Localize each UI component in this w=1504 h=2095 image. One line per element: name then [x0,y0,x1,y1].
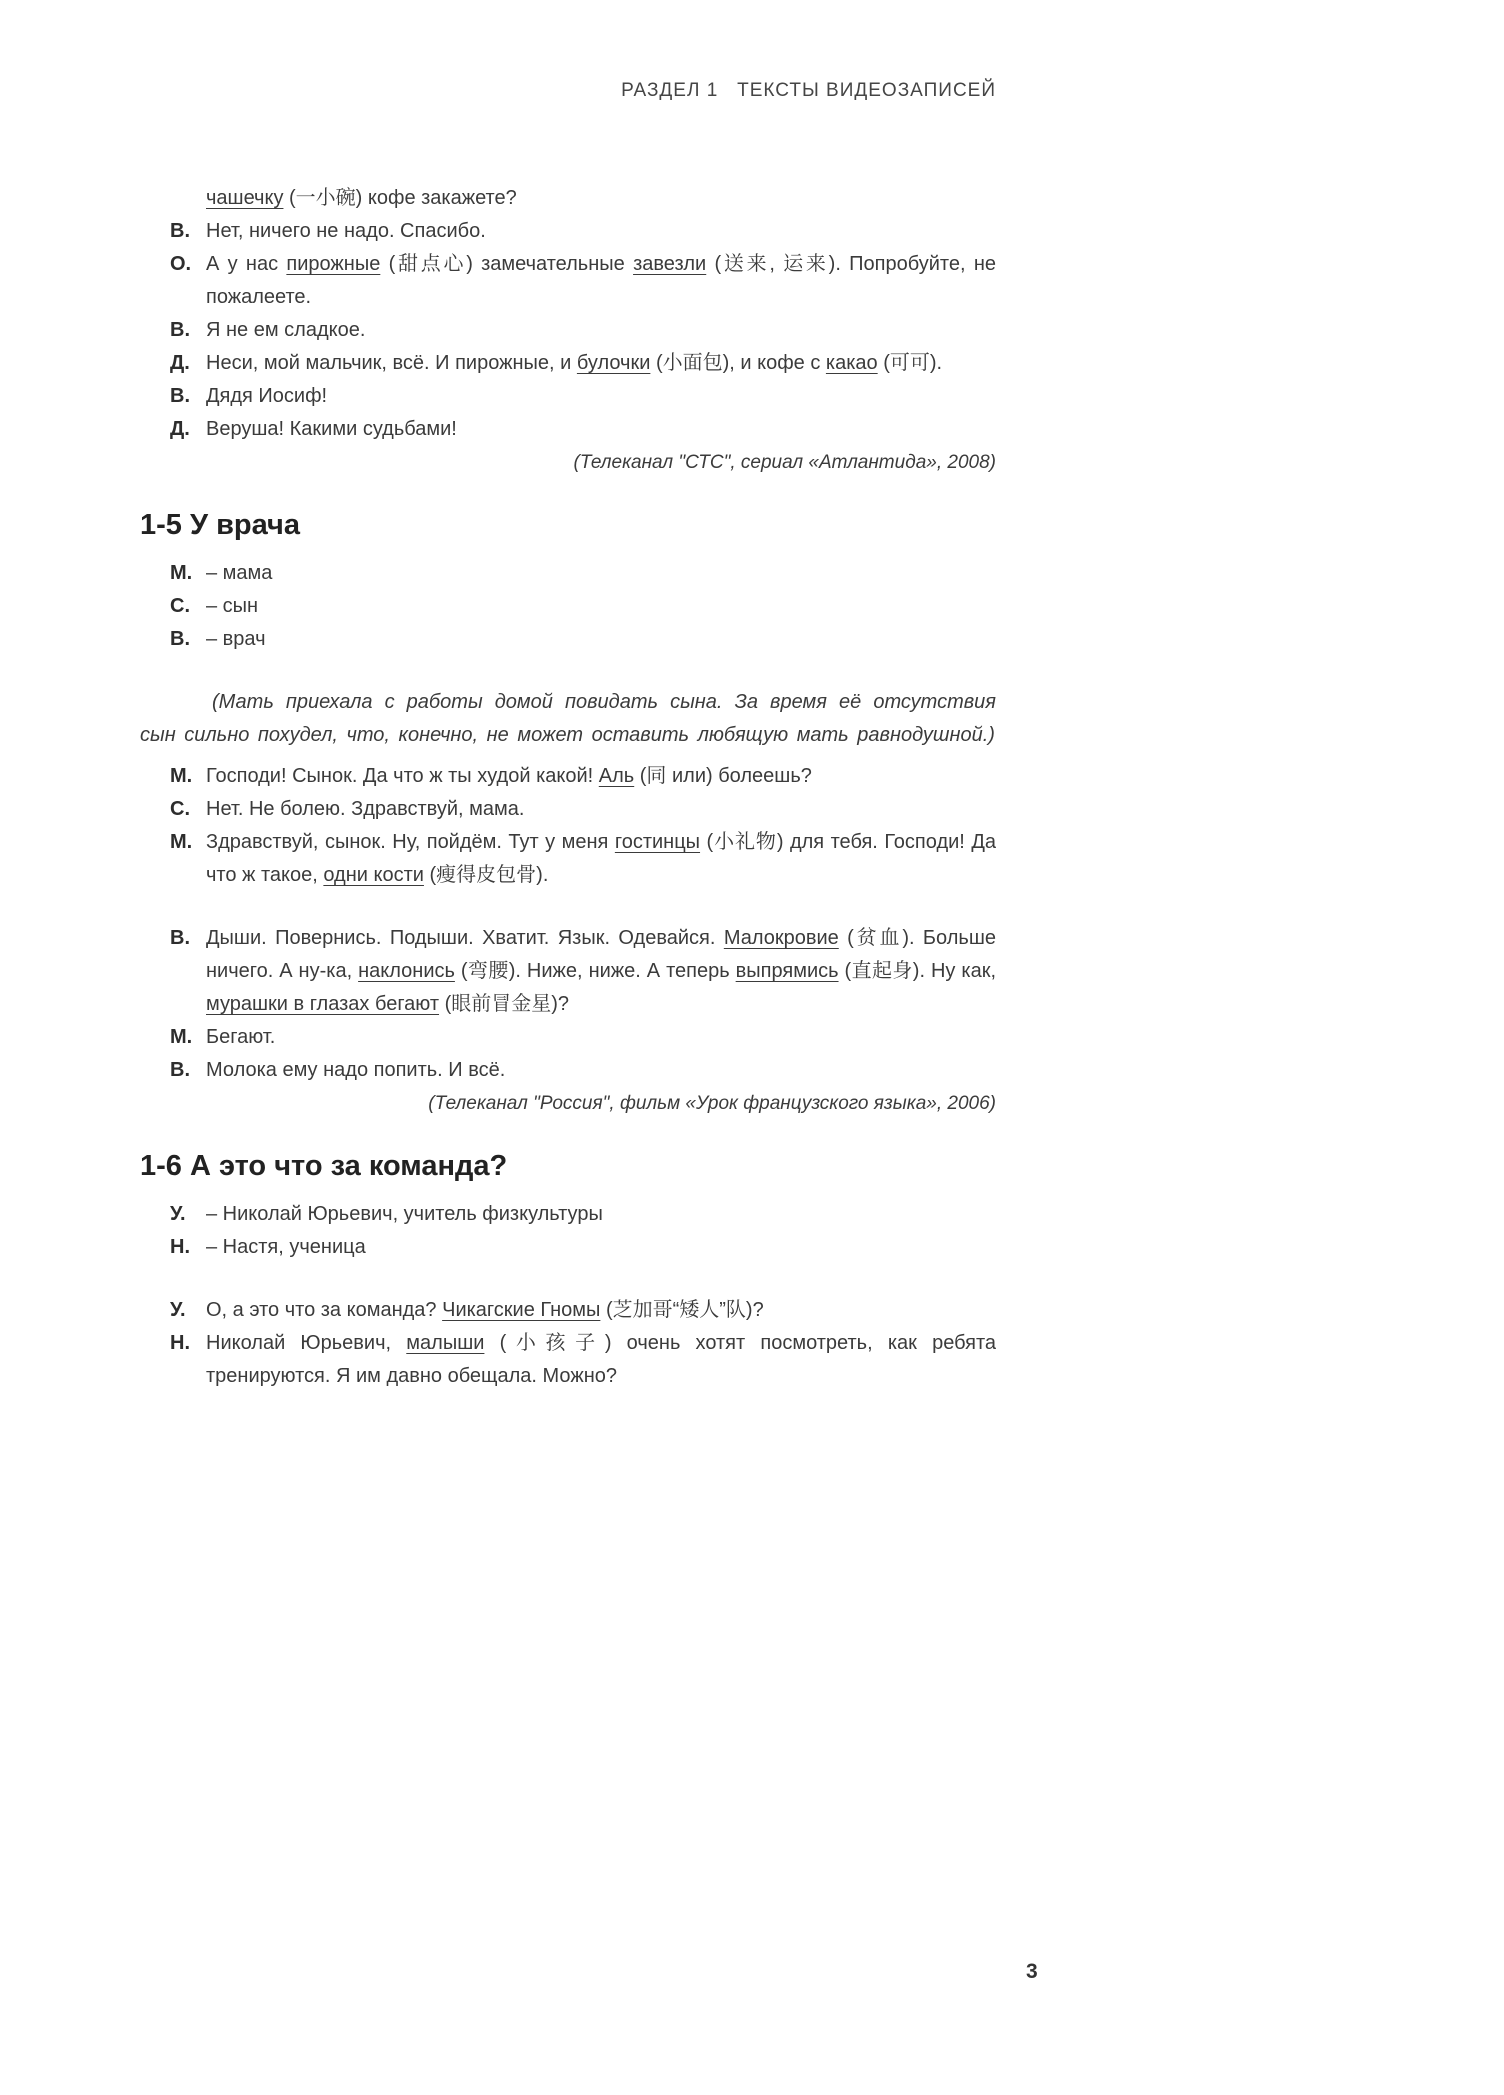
line-text: – Настя, ученица [206,1236,366,1258]
line-text: А у нас пирожные (甜点心) замечательные завезли (送来, 运来). Попробуйте, не пожалеете. [206,253,996,308]
speaker-label: М. [170,562,193,584]
line-text: Нет, ничего не надо. Спасибо. [206,220,486,242]
dialogue-line [140,826,996,892]
speaker-label: В. [170,628,190,650]
speaker-label: С. [170,595,190,617]
cast-line [140,590,996,623]
cast-line [140,557,996,590]
glossed-word: завезли [633,253,707,275]
line-text: Молока ему надо попить. И всё. [206,1059,506,1081]
stage-direction: (Мать приехала с работы домой повидать сына. За время её отсутствия сын сильно похудел, что, конечно, не может оставить любящую мать равнодушной.) [140,691,996,746]
glossed-word: одни кости [323,864,424,886]
line-text: Здравствуй, сынок. Ну, пойдём. Тут у меня гостинцы (小礼物) для тебя. Господи! Да что ж такое, одни кости (瘦得皮包骨). [206,831,996,886]
line-text: – сын [206,595,259,617]
line-text: Дыши. Повернись. Подыши. Хватит. Язык. Одевайся. Малокровие (贫血). Больше ничего. А ну-ка, наклонись (弯腰). Ниже, ниже. А теперь выпрямись (直起身). Ну как, мурашки в глазах бегают (眼前冒金星)? [206,927,997,1015]
source-citation: (Телеканал "СТС", сериал «Атлантида», 2008) [573,452,996,473]
speaker-label: О. [170,253,192,275]
glossed-word: пирожные [286,253,381,275]
dialogue-line [140,793,996,826]
dialogue-line [140,1054,996,1087]
glossed-word: наклонись [358,960,455,982]
speaker-label: Н. [170,1332,190,1354]
cast-line [140,1231,996,1264]
page-number: 3 [1026,1960,1038,1983]
dialogue-line [140,922,996,1021]
dialogue-line [140,413,996,446]
speaker-label: В. [170,927,190,949]
line-text: чашечку (一小碗) кофе закажете? [206,187,517,209]
glossed-word: мурашки в глазах бегают [206,993,440,1015]
glossed-word: какао [825,352,878,374]
glossed-word: булочки [576,352,651,374]
speaker-label: Н. [170,1236,190,1258]
speaker-label: М. [170,765,193,787]
line-text: Николай Юрьевич, малыши (小孩子) очень хотят посмотреть, как ребята тренируются. Я им давно обещала. Можно? [206,1332,997,1387]
line-text: Я не ем сладкое. [206,319,366,341]
speaker-label: У. [170,1299,186,1321]
line-text: Дядя Иосиф! [206,385,328,407]
dialogue-line [140,182,996,215]
dialogue-line [140,314,996,347]
speaker-label: В. [170,319,190,341]
dialogue-line [140,760,996,793]
line-text: Бегают. [206,1026,276,1048]
glossed-word: выпрямись [735,960,839,982]
dialogue-line [140,1021,996,1054]
glossed-word: гостинцы [614,831,701,853]
speaker-label: С. [170,798,190,820]
line-text: Нет. Не болею. Здравствуй, мама. [206,798,525,820]
dialogue-line [140,1327,996,1393]
speaker-label: В. [170,385,190,407]
speaker-label: В. [170,220,190,242]
line-text: Неси, мой мальчик, всё. И пирожные, и булочки (小面包), и кофе с какао (可可). [206,352,943,374]
section-heading: 1-6 А это что за команда? [140,1150,508,1182]
line-text: – Николай Юрьевич, учитель физкультуры [206,1203,603,1225]
dialogue-line [140,215,996,248]
speaker-label: У. [170,1203,186,1225]
cast-line [140,623,996,656]
speaker-label: Д. [170,352,190,374]
cast-line [140,1198,996,1231]
section-heading: 1-5 У врача [140,509,300,541]
speaker-label: М. [170,1026,193,1048]
dialogue-line [140,347,996,380]
line-text: Веруша! Какими судьбами! [206,418,457,440]
line-text: – мама [206,562,273,584]
dialogue-line [140,248,996,314]
dialogue-line [140,380,996,413]
source-citation: (Телеканал "Россия", фильм «Урок французского языка», 2006) [428,1093,996,1114]
speaker-label: М. [170,831,193,853]
speaker-label: Д. [170,418,190,440]
document-body [140,182,996,1393]
glossed-word: чашечку [206,187,284,209]
page-header-title: РАЗДЕЛ 1 ТЕКСТЫ ВИДЕОЗАПИСЕЙ [621,80,996,101]
dialogue-line [140,1294,996,1327]
line-text: Господи! Сынок. Да что ж ты худой какой! Аль (同 или) болеешь? [206,765,812,787]
glossed-word: малыши [406,1332,485,1354]
line-text: – врач [206,628,266,650]
glossed-word: Малокровие [723,927,839,949]
glossed-word: Чикагские Гномы [442,1299,601,1321]
glossed-word: Аль [598,765,635,787]
line-text: О, а это что за команда? Чикагские Гномы (芝加哥“矮人”队)? [206,1299,764,1321]
speaker-label: В. [170,1059,190,1081]
